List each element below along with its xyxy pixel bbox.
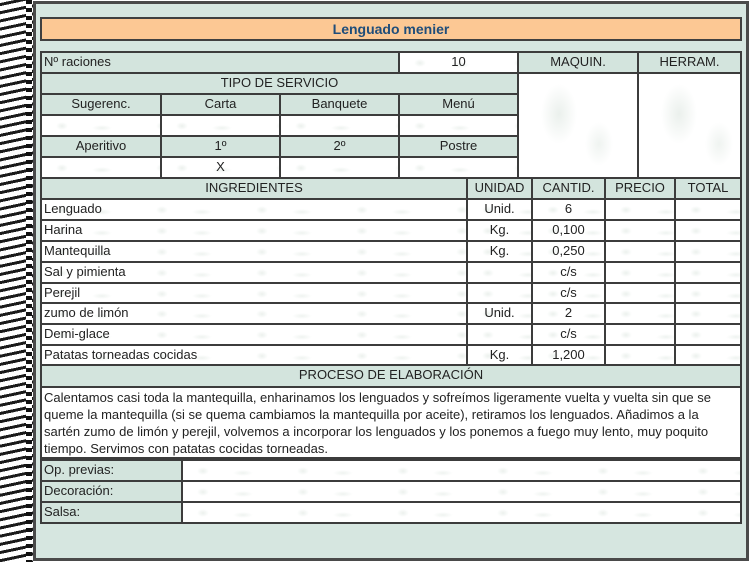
service-sugerenc-value[interactable] xyxy=(40,114,162,137)
ingredient-unidad[interactable]: Kg. xyxy=(466,240,533,263)
service-aperitivo-value[interactable] xyxy=(40,156,162,179)
ingredient-total[interactable] xyxy=(674,302,742,325)
ingredient-unidad[interactable] xyxy=(466,323,533,346)
herram-field[interactable] xyxy=(637,72,742,179)
salsa-field[interactable] xyxy=(181,501,742,524)
col-total: TOTAL xyxy=(674,177,742,200)
decoracion-field[interactable] xyxy=(181,480,742,503)
service-primero-label: 1º xyxy=(160,135,281,158)
ingredient-precio[interactable] xyxy=(604,240,676,263)
service-carta-value[interactable] xyxy=(160,114,281,137)
recipe-title: Lenguado menier xyxy=(40,17,742,41)
ingredient-cantidad[interactable]: 0,250 xyxy=(531,240,606,263)
ingredient-total[interactable] xyxy=(674,261,742,284)
ingredient-unidad[interactable]: Unid. xyxy=(466,198,533,221)
ingredient-total[interactable] xyxy=(674,198,742,221)
service-menu-value[interactable] xyxy=(398,114,519,137)
ingredient-precio[interactable] xyxy=(604,344,676,366)
ingredient-name[interactable]: Mantequilla xyxy=(40,240,468,263)
col-ingredientes: INGREDIENTES xyxy=(40,177,468,200)
service-banquete-label: Banquete xyxy=(279,93,400,116)
ingredient-name[interactable]: Demi-glace xyxy=(40,323,468,346)
ingredient-precio[interactable] xyxy=(604,219,676,242)
ingredient-unidad[interactable]: Kg. xyxy=(466,344,533,366)
proceso-label: PROCESO DE ELABORACIÓN xyxy=(40,364,742,388)
service-primero-value[interactable]: X xyxy=(160,156,281,179)
ingredient-precio[interactable] xyxy=(604,198,676,221)
ingredient-cantidad[interactable]: 0,100 xyxy=(531,219,606,242)
ingredient-name[interactable]: Harina xyxy=(40,219,468,242)
ingredient-unidad[interactable] xyxy=(466,261,533,284)
ingredient-cantidad[interactable]: c/s xyxy=(531,261,606,284)
tipo-servicio-label: TIPO DE SERVICIO xyxy=(40,72,519,95)
ingredient-total[interactable] xyxy=(674,240,742,263)
raciones-label: Nº raciones xyxy=(40,51,400,74)
ingredient-unidad[interactable]: Kg. xyxy=(466,219,533,242)
ingredient-name[interactable]: zumo de limón xyxy=(40,302,468,325)
service-postre-value[interactable] xyxy=(398,156,519,179)
service-sugerenc-label: Sugerenc. xyxy=(40,93,162,116)
ingredient-precio[interactable] xyxy=(604,261,676,284)
spiral-holes xyxy=(26,0,32,562)
service-menu-label: Menú xyxy=(398,93,519,116)
col-cantidad: CANTID. xyxy=(531,177,606,200)
ingredient-cantidad[interactable]: 1,200 xyxy=(531,344,606,366)
herram-label: HERRAM. xyxy=(637,51,742,74)
ingredient-name[interactable]: Perejil xyxy=(40,282,468,305)
maquin-label: MAQUIN. xyxy=(517,51,639,74)
raciones-value[interactable]: 10 xyxy=(398,51,519,74)
ingredient-name[interactable]: Lenguado xyxy=(40,198,468,221)
ingredient-total[interactable] xyxy=(674,219,742,242)
service-postre-label: Postre xyxy=(398,135,519,158)
service-carta-label: Carta xyxy=(160,93,281,116)
salsa-label: Salsa: xyxy=(40,501,183,524)
ingredient-precio[interactable] xyxy=(604,302,676,325)
service-segundo-value[interactable] xyxy=(279,156,400,179)
ingredient-total[interactable] xyxy=(674,323,742,346)
ingredient-cantidad[interactable]: c/s xyxy=(531,282,606,305)
op-previas-field[interactable] xyxy=(181,459,742,482)
ingredient-precio[interactable] xyxy=(604,323,676,346)
decoracion-label: Decoración: xyxy=(40,480,183,503)
ingredient-cantidad[interactable]: 6 xyxy=(531,198,606,221)
ingredient-cantidad[interactable]: 2 xyxy=(531,302,606,325)
maquin-field[interactable] xyxy=(517,72,639,179)
ingredient-name[interactable]: Sal y pimienta xyxy=(40,261,468,284)
ingredient-unidad[interactable]: Unid. xyxy=(466,302,533,325)
service-banquete-value[interactable] xyxy=(279,114,400,137)
ingredient-cantidad[interactable]: c/s xyxy=(531,323,606,346)
ingredient-name[interactable]: Patatas torneadas cocidas xyxy=(40,344,468,366)
service-aperitivo-label: Aperitivo xyxy=(40,135,162,158)
col-unidad: UNIDAD xyxy=(466,177,533,200)
proceso-text[interactable]: Calentamos casi toda la mantequilla, enharinamos los lenguados y sofreímos ligeramente vuelta y vuelta sin que se queme la mantequilla (si se quema cambiamos la mantequilla por aceite), retiramos los lenguados. Añadimos a la sartén zumo de limón y perejil, volvemos a incorporar los lenguados y los ponemos a fuego muy lento, muy poquito tiempo. Servimos con patatas cocidas torneadas. xyxy=(40,386,742,459)
op-previas-label: Op. previas: xyxy=(40,459,183,482)
ingredient-total[interactable] xyxy=(674,344,742,366)
service-segundo-label: 2º xyxy=(279,135,400,158)
col-precio: PRECIO xyxy=(604,177,676,200)
